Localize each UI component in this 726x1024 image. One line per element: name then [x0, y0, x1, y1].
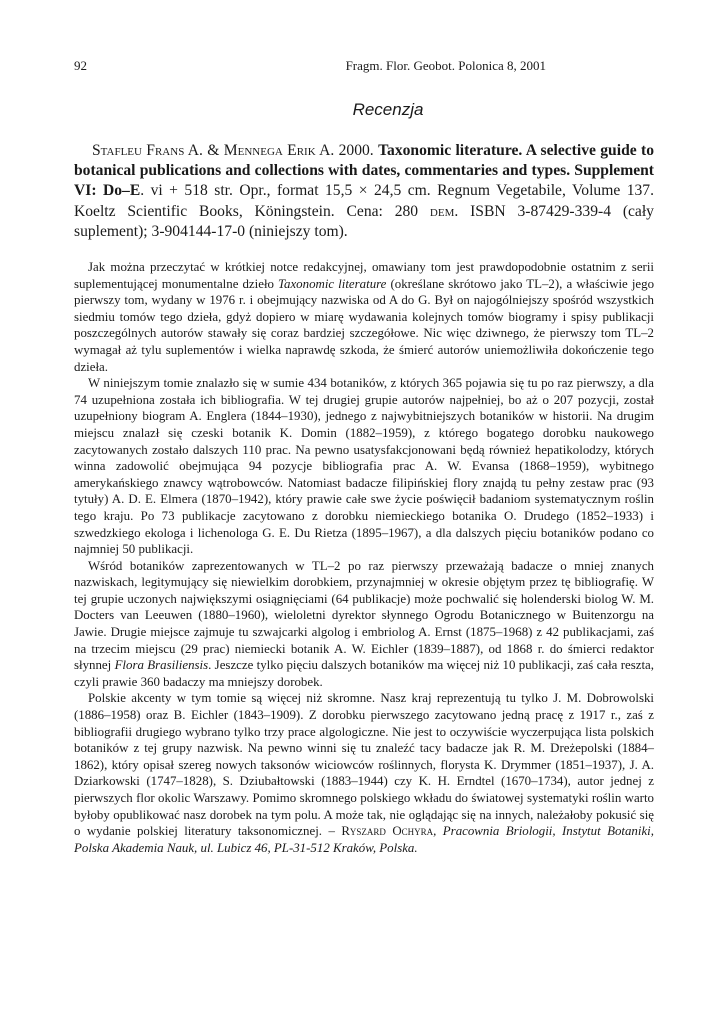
page	[74, 58, 654, 856]
paragraph-text: . Jeszcze tylko pięciu dalszych botaników ma więcej niż 10 publikacji, zaś cała reszta, czyli prawie 360 badaczy ma mniejszy dorobek.	[74, 658, 654, 689]
citation-authors: Stafleu Frans A. & Mennega Erik A. 2000.	[92, 142, 374, 159]
paragraph-1	[74, 259, 654, 375]
paragraph-text: Polskie akcenty w tym tomie są więcej niż skromne. Nasz kraj reprezentują tu tylko J. M. Dobrowolski (1886–1958) oraz B. Eichler (1843–1909). Z dorobku pierwszego zacytowano jedną pracę z 1917 r., zaś z bibliografii drugiego wybrano tylko trzy prace algologiczne. Nie jest to oczywiście wyczerpująca lista polskich botaników z tej grupy nazwisk. Na pewno winni się tu znaleźć tacy badacze jak R. M. Dreżepolski (1884–1862), który opisał szereg nowych taksonów wiciowców roślinnych, florysta K. Drymmer (1851–1937), J. A. Dziarkowski (1747–1828), S. Dziubałtowski (1883–1944) czy K. H. Erndtel (1670–1734), autor jednej z pierwszych flor okolic Warszawy. Pomimo skromnego polskiego wkładu do światowej systematyki roślin warto byłoby opublikować nasz dorobek na tym polu. A może tak, nie oglądając się na innych, należałoby pokusić się o wydanie polskiej literatury taksonomicznej.	[74, 691, 654, 839]
paragraph-text: Wśród botaników zaprezentowanych w TL–2 po raz pierwszy przeważają badacze o mniej znanych nazwiskach, legitymujący się niewielkim dorobkiem, przynajmniej w okresie objętym przez tę bibliografię. W tej grupie uczonych największymi osiągnięciami (64 publikacje) może pochwalić się holenderski biolog W. M. Docters van Leeuwen (1880–1960), wieloletni dyrektor słynnego Ogrodu Botanicznego w Buitenzorgu na Jawie. Drugie miejsce zajmuje tu szwajcarki algolog i embriolog A. Ernst (1875–1968) z 42 publikacjami, zaś na trzecim miejscu (29 prac) niemiecki botanik A. W. Eichler (1839–1887), od 1868 r. do śmierci redaktor słynnej	[74, 558, 654, 673]
paragraph-4	[74, 690, 654, 856]
paragraph-2: W niniejszym tomie znalazło się w sumie 434 botaników, z których 365 pojawia się tu po raz pierwszy, a dla 74 uzupełniona została ich bibliografia. W tej drugiej grupie autorów najpełniej, bo aż o 207 pozycji, został uzupełniony biogram A. Englera (1844–1930), jednego z najwybitniejszych botaników w historii. Na drugim miejscu znalazł się czeski botanik K. Domin (1882–1959), z którego bogatego dorobku naukowego zacytowanych zostało dalszych 110 prac. Na pewno usatysfakcjonowani będą również hepatikolodzy, których winna zadowolić obejmująca 94 pozycje bibliografia prac A. W. Evansa (1868–1959), wybitnego amerykańskiego znawcy wątrobowców. Natomiast badacze filipińskiej flory znajdą tu pełny zestaw prac (93 tytuły) A. D. E. Elmera (1870–1942), który prawie całe swe życie poświęcił badaniom systematycznym roślin tego kraju. Po 73 publikacje zacytowano z dorobku niemieckiego botanika O. Drudego (1852–1933) i szwedzkiego ekologa i lichenologa G. E. Du Rietza (1895–1967), a dla dalszych pięciu botaników podano co najmniej 50 publikacji.	[74, 376, 654, 557]
reviewer-name: Ryszard Ochyra	[341, 824, 434, 839]
review-citation	[74, 141, 654, 242]
work-title: Flora Brasiliensis	[114, 658, 209, 673]
paragraph-text: (określane skrótowo jako TL–2), a właściwie jego pierwszy tom, wydany w 1976 r. i obejmujący nazwiska od A do G. Był on najogólniejszy spośród wszystkich siedmiu tomów tego dzieła, gdyż dopiero w miarę wydawania kolejnych tomów biogramy i spisy publikacji poszczególnych autorów stawały się coraz bardziej szczegółowe. Nic więc dziwnego, że pierwszy tom TL–2 wymagał aż tylu suplementów i wielka naprawdę szkoda, że śmierć autorów uniemożliwiła dokończenie tego dzieła.	[74, 276, 655, 374]
journal-citation: Fragm. Flor. Geobot. Polonica 8, 2001	[345, 58, 546, 73]
citation-details: . vi + 518 str. Opr., format 15,5 × 24,5 cm. Regnum Vegetabile, Volume 137. Koeltz Scientific Books, Köningstein. Cena: 280	[74, 182, 654, 220]
signature-dash: –	[328, 824, 342, 839]
work-title: Taxonomic literature	[278, 276, 387, 291]
review-body	[74, 259, 654, 856]
citation-isbn: . ISBN 3-87429-339-4 (cały suplement); 3-904144-17-0 (niniejszy tom).	[74, 202, 654, 240]
citation-title: Taxonomic literature. A selective guide to botanical publications and collections with dates, commentaries and types. Supplement VI: Do–E	[74, 142, 654, 200]
paragraph-text: Jak można przeczytać w krótkiej notce redakcyjnej, omawiany tom jest prawdopodobnie ostatnim z serii suplementującej monumentalne dzieło	[74, 260, 654, 291]
section-title: Recenzja	[352, 100, 424, 119]
page-number: 92	[74, 58, 87, 73]
paragraph-3	[74, 558, 654, 691]
running-header	[74, 58, 654, 76]
citation-currency: dem	[429, 202, 455, 220]
reviewer-affiliation: , Pracownia Briologii, Instytut Botaniki, Polska Akademia Nauk, ul. Lubicz 46, PL-31-512 Kraków, Polska.	[74, 824, 654, 855]
